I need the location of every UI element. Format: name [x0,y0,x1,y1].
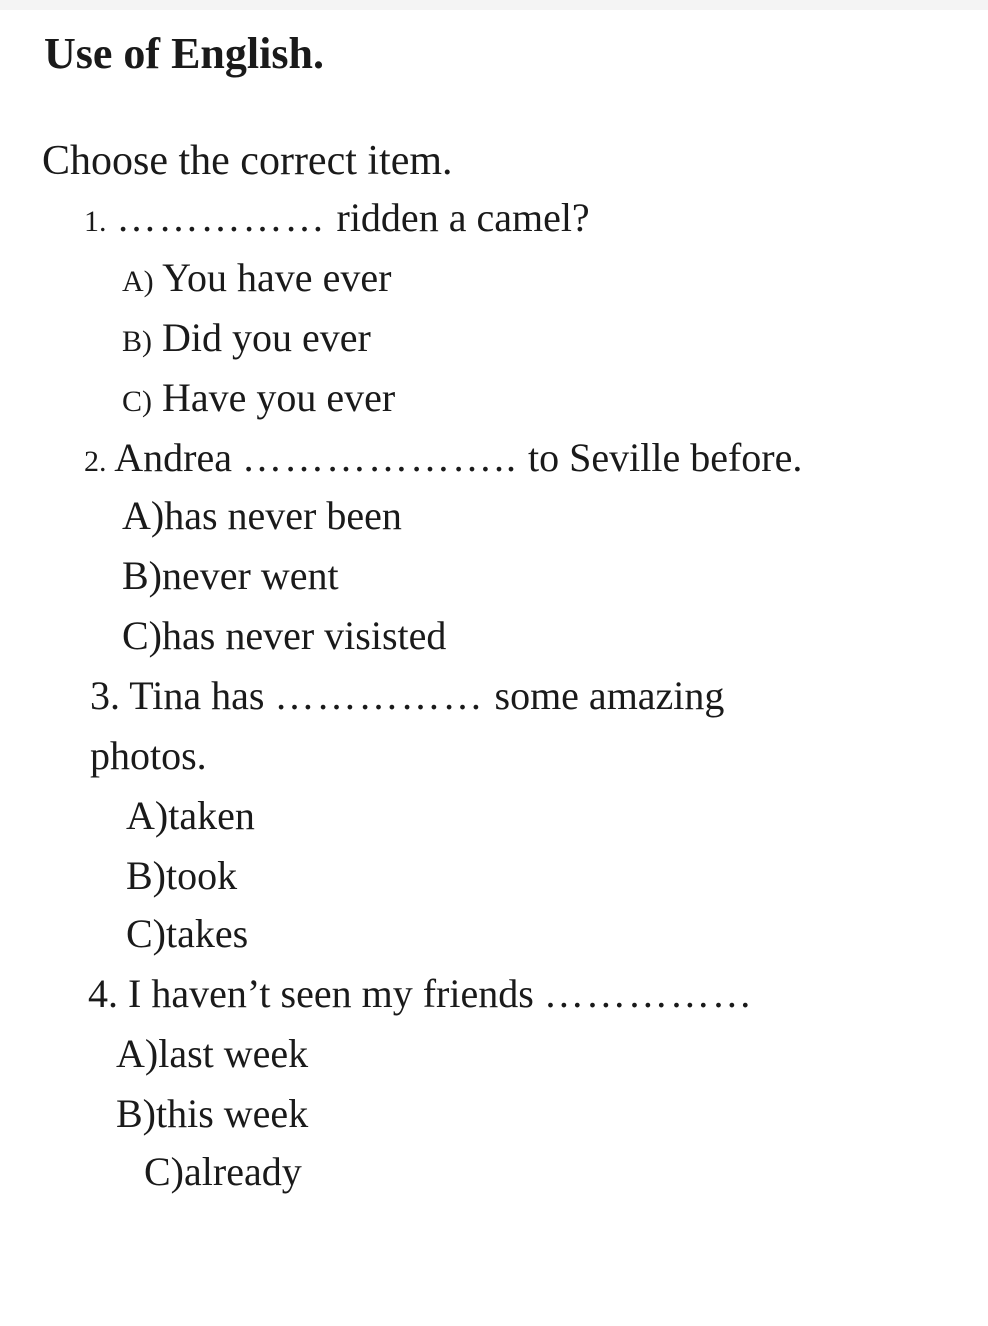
question-text: 3. Tina has [90,673,265,718]
option-2c: C)has never visisted [122,613,447,658]
question-text: 4. I haven’t seen my friends [88,971,534,1016]
option-letter: C) [122,385,152,418]
option-1a [122,255,392,300]
option-4c: C)already [144,1149,302,1194]
option-letter: A) [122,265,154,298]
instruction-text: Choose the correct item. [42,138,453,184]
answer-gap: …………… [543,971,754,1016]
answer-gap: …………… [274,673,485,718]
question-text: ridden a camel? [336,195,590,240]
question-4 [88,971,754,1016]
option-4a: A)last week [116,1031,309,1076]
question-1 [84,195,590,240]
option-text: Did you ever [162,315,371,360]
option-text: You have ever [162,255,392,300]
question-3-continuation: photos. [90,733,207,778]
question-number: 2. [84,445,107,478]
option-text: Have you ever [162,375,396,420]
option-1b [122,315,371,360]
option-3a: A)taken [126,793,255,838]
question-text: to Seville before. [528,435,803,480]
worksheet-heading: Use of English. [44,29,324,78]
question-number: 1. [84,205,107,238]
option-2a: A)has never been [122,493,402,538]
option-2b: B)never went [122,553,339,598]
question-3 [90,673,725,718]
option-3b: B)took [126,853,238,898]
question-2 [84,435,803,480]
question-text: some amazing [494,673,725,718]
answer-gap: …………… [116,195,327,240]
option-letter: B) [122,325,152,358]
option-3c: C)takes [126,911,249,956]
option-4b: B)this week [116,1091,309,1136]
answer-gap: ……………….. [242,435,519,480]
option-1c [122,375,396,420]
top-border-strip [0,0,988,10]
question-text: Andrea [114,435,233,480]
